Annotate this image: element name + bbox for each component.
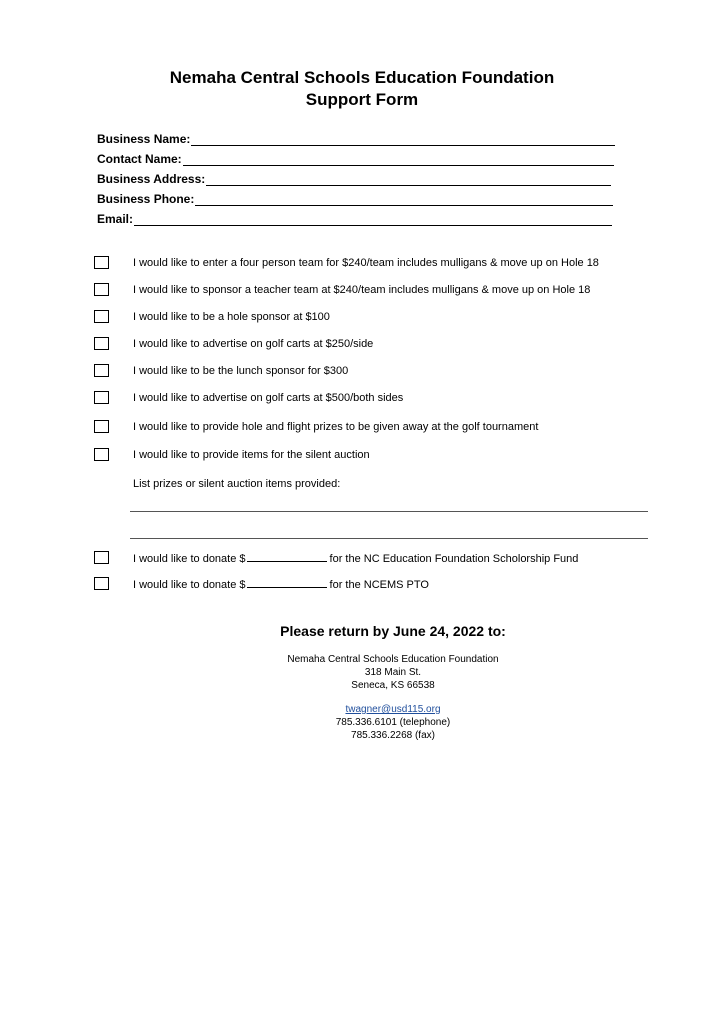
return-phone: 785.336.6101 (telephone) — [335, 717, 451, 728]
option-label: I would like to be a hole sponsor at $100 — [133, 311, 330, 323]
checkbox[interactable] — [94, 310, 109, 323]
items-line-2[interactable] — [130, 538, 648, 539]
checkbox[interactable] — [94, 551, 109, 564]
option-donate-pto — [0, 577, 724, 593]
checkbox[interactable] — [94, 337, 109, 350]
return-fax: 785.336.2268 (fax) — [351, 730, 435, 741]
return-street: 318 Main St. — [364, 667, 422, 678]
business-phone-field[interactable] — [97, 190, 613, 206]
email-label: Email: — [97, 212, 134, 226]
form-subtitle: Support Form — [305, 90, 419, 109]
option-silent-auction — [0, 448, 724, 464]
option-teacher-team — [0, 283, 724, 299]
checkbox[interactable] — [94, 364, 109, 377]
return-city: Seneca, KS 66538 — [351, 680, 435, 691]
contact-name-label: Contact Name: — [97, 152, 182, 166]
donation-label — [133, 577, 429, 592]
list-items-label: List prizes or silent auction items provided: — [133, 478, 341, 490]
business-name-line[interactable] — [191, 133, 615, 146]
donation-label — [133, 551, 578, 566]
checkbox[interactable] — [94, 391, 109, 404]
donation-amount-blank[interactable] — [247, 577, 327, 588]
checkbox[interactable] — [94, 256, 109, 269]
checkbox[interactable] — [94, 283, 109, 296]
option-label: I would like to provide hole and flight prizes to be given away at the golf tournament — [133, 421, 539, 433]
donation-amount-blank[interactable] — [247, 551, 327, 562]
donation-prefix: I would like to donate $ — [133, 553, 246, 565]
donation-prefix: I would like to donate $ — [133, 579, 246, 591]
return-heading: Please return by June 24, 2022 to: — [280, 623, 506, 639]
business-phone-line[interactable] — [195, 193, 613, 206]
business-address-label: Business Address: — [97, 172, 206, 186]
option-label: I would like to advertise on golf carts at $500/both sides — [133, 392, 404, 404]
option-hole-sponsor — [0, 310, 724, 326]
business-address-field[interactable] — [97, 170, 611, 186]
option-label: I would like to enter a four person team for $240/team includes mulligans & move up on Hole 18 — [133, 257, 599, 269]
checkbox[interactable] — [94, 448, 109, 461]
option-golf-carts-side — [0, 337, 724, 353]
email-line[interactable] — [134, 213, 612, 226]
business-name-field[interactable] — [97, 130, 615, 146]
donation-suffix: for the NCEMS PTO — [329, 579, 429, 591]
option-label: I would like to sponsor a teacher team at $240/team includes mulligans & move up on Hole 18 — [133, 284, 591, 296]
checkbox[interactable] — [94, 420, 109, 433]
option-hole-flight-prizes — [0, 420, 724, 436]
option-donate-scholarship — [0, 551, 724, 567]
form-title: Nemaha Central Schools Education Foundation — [169, 68, 555, 87]
business-address-line[interactable] — [206, 173, 611, 186]
option-label: I would like to provide items for the silent auction — [133, 449, 370, 461]
option-golf-carts-both — [0, 391, 724, 407]
option-label: I would like to advertise on golf carts at $250/side — [133, 338, 374, 350]
checkbox[interactable] — [94, 577, 109, 590]
option-lunch-sponsor — [0, 364, 724, 380]
option-four-person-team — [0, 256, 724, 272]
business-name-label: Business Name: — [97, 132, 191, 146]
email-field[interactable] — [97, 210, 612, 226]
option-label: I would like to be the lunch sponsor for $300 — [133, 365, 349, 377]
return-org: Nemaha Central Schools Education Foundation — [287, 654, 499, 665]
items-line-1[interactable] — [130, 511, 648, 512]
contact-name-line[interactable] — [183, 153, 614, 166]
contact-name-field[interactable] — [97, 150, 614, 166]
donation-suffix: for the NC Education Foundation Scholorship Fund — [329, 553, 579, 565]
return-email-row — [0, 703, 724, 716]
business-phone-label: Business Phone: — [97, 192, 195, 206]
return-email-link[interactable]: twagner@usd115.org — [345, 704, 441, 715]
